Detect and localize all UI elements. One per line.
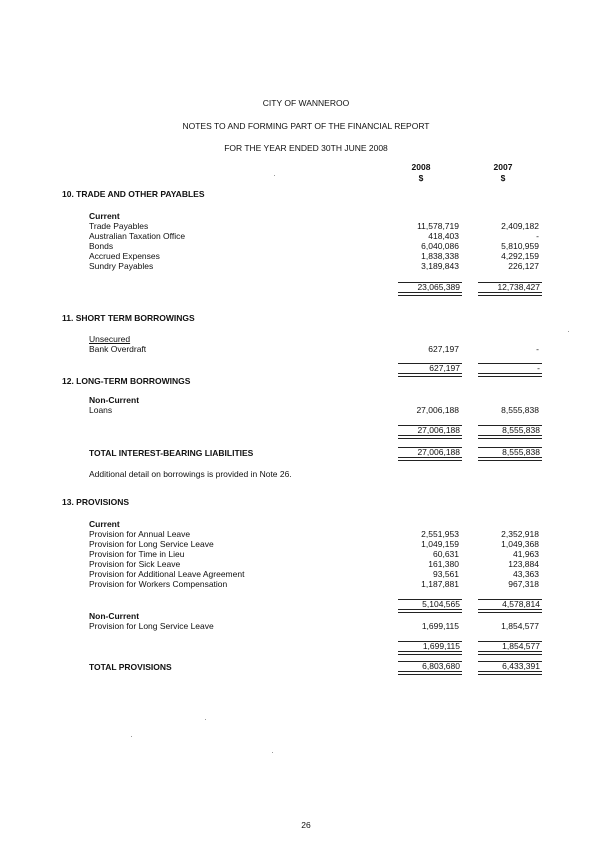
note-13-current-total-2007: 4,578,814 [478, 599, 542, 610]
note-13-current-total-2008: 5,104,565 [398, 599, 462, 610]
row-label: Australian Taxation Office [89, 231, 186, 241]
note-12-heading: 12. LONG-TERM BORROWINGS [62, 376, 191, 386]
note-10-total-2007: 12,738,427 [478, 282, 542, 293]
row-label: Provision for Annual Leave [89, 529, 191, 539]
row-value-2007: 226,127 [508, 261, 539, 271]
row-label: Trade Payables [89, 221, 149, 231]
row-value-2007: 2,409,182 [501, 221, 539, 231]
scan-speck [131, 736, 132, 737]
row-value-2007: 123,884 [508, 559, 539, 569]
row-label: Loans [89, 405, 113, 415]
row-value-2008: 3,189,843 [421, 261, 459, 271]
scan-speck [568, 331, 569, 332]
row-value-2008: 161,380 [428, 559, 459, 569]
total-interest-bearing-label: TOTAL INTEREST-BEARING LIABILITIES [89, 448, 254, 458]
row-value-2007: 1,049,368 [501, 539, 539, 549]
row-label: Provision for Time in Lieu [89, 549, 185, 559]
org-name: CITY OF WANNEROO [262, 98, 350, 108]
note-13-current-heading: Current [89, 519, 120, 529]
row-value-2008: 60,631 [433, 549, 459, 559]
note-10-heading: 10. TRADE AND OTHER PAYABLES [62, 189, 205, 199]
row-value-2008: 627,197 [428, 344, 459, 354]
row-value-2007: 2,352,918 [501, 529, 539, 539]
note-11-total-2007: - [478, 363, 542, 374]
total-interest-bearing-2008: 27,006,188 [398, 447, 462, 458]
row-label: Provision for Long Service Leave [89, 539, 214, 549]
row-value-2008: 1,049,159 [421, 539, 459, 549]
row-value-2008: 418,403 [428, 231, 459, 241]
column-header-2007: 2007 [493, 162, 513, 172]
row-value-2008: 1,187,881 [421, 579, 459, 589]
row-label: Provision for Sick Leave [89, 559, 181, 569]
column-unit-2008: $ [418, 173, 424, 183]
row-value-2007: 4,292,159 [501, 251, 539, 261]
row-value-2007: 1,854,577 [501, 621, 539, 631]
row-value-2007: 43,363 [513, 569, 539, 579]
note-12-subheading: Non-Current [89, 395, 140, 405]
row-value-2008: 11,578,719 [417, 221, 459, 231]
row-label: Bank Overdraft [89, 344, 147, 354]
page-number: 26 [301, 820, 311, 830]
total-provisions-2007: 6,433,391 [478, 661, 542, 672]
row-value-2008: 1,699,115 [421, 621, 459, 631]
column-unit-2007: $ [500, 173, 506, 183]
row-value-2008: 1,838,338 [421, 251, 459, 261]
row-value-2007: 967,318 [508, 579, 539, 589]
borrowings-note: Additional detail on borrowings is provided in Note 26. [89, 469, 292, 479]
note-11-subheading: Unsecured [89, 334, 131, 344]
total-interest-bearing-2007: 8,555,838 [478, 447, 542, 458]
note-13-noncurrent-total-2007: 1,854,577 [478, 641, 542, 652]
note-10-subheading: Current [89, 211, 120, 221]
row-value-2008: 27,006,188 [416, 405, 459, 415]
row-label: Bonds [89, 241, 114, 251]
note-10-total-2008: 23,065,389 [398, 282, 462, 293]
column-header-2008: 2008 [411, 162, 431, 172]
total-provisions-2008: 6,803,680 [398, 661, 462, 672]
note-12-total-2008: 27,006,188 [398, 425, 462, 436]
note-12-total-2007: 8,555,838 [478, 425, 542, 436]
row-label: Sundry Payables [89, 261, 154, 271]
row-value-2008: 6,040,086 [421, 241, 459, 251]
row-value-2007: 8,555,838 [501, 405, 539, 415]
note-13-heading: 13. PROVISIONS [62, 497, 130, 507]
note-13-noncurrent-heading: Non-Current [89, 611, 140, 621]
row-label: Provision for Additional Leave Agreement [89, 569, 245, 579]
note-11-heading: 11. SHORT TERM BORROWINGS [62, 313, 195, 323]
scan-speck [205, 719, 206, 720]
report-title: NOTES TO AND FORMING PART OF THE FINANCIAL REPORT [182, 121, 430, 131]
report-period: FOR THE YEAR ENDED 30TH JUNE 2008 [224, 143, 388, 153]
scan-speck [272, 752, 273, 753]
row-value-2007: - [536, 344, 539, 354]
row-label: Accrued Expenses [89, 251, 160, 261]
total-provisions-label: TOTAL PROVISIONS [89, 662, 172, 672]
row-value-2008: 93,561 [433, 569, 459, 579]
row-value-2007: - [536, 231, 539, 241]
row-value-2007: 41,963 [513, 549, 539, 559]
row-label: Provision for Workers Compensation [89, 579, 228, 589]
row-value-2008: 2,551,953 [421, 529, 459, 539]
scan-speck [274, 175, 275, 176]
note-11-total-2008: 627,197 [398, 363, 462, 374]
row-label: Provision for Long Service Leave [89, 621, 214, 631]
note-13-noncurrent-total-2008: 1,699,115 [398, 641, 462, 652]
row-value-2007: 5,810,959 [501, 241, 539, 251]
